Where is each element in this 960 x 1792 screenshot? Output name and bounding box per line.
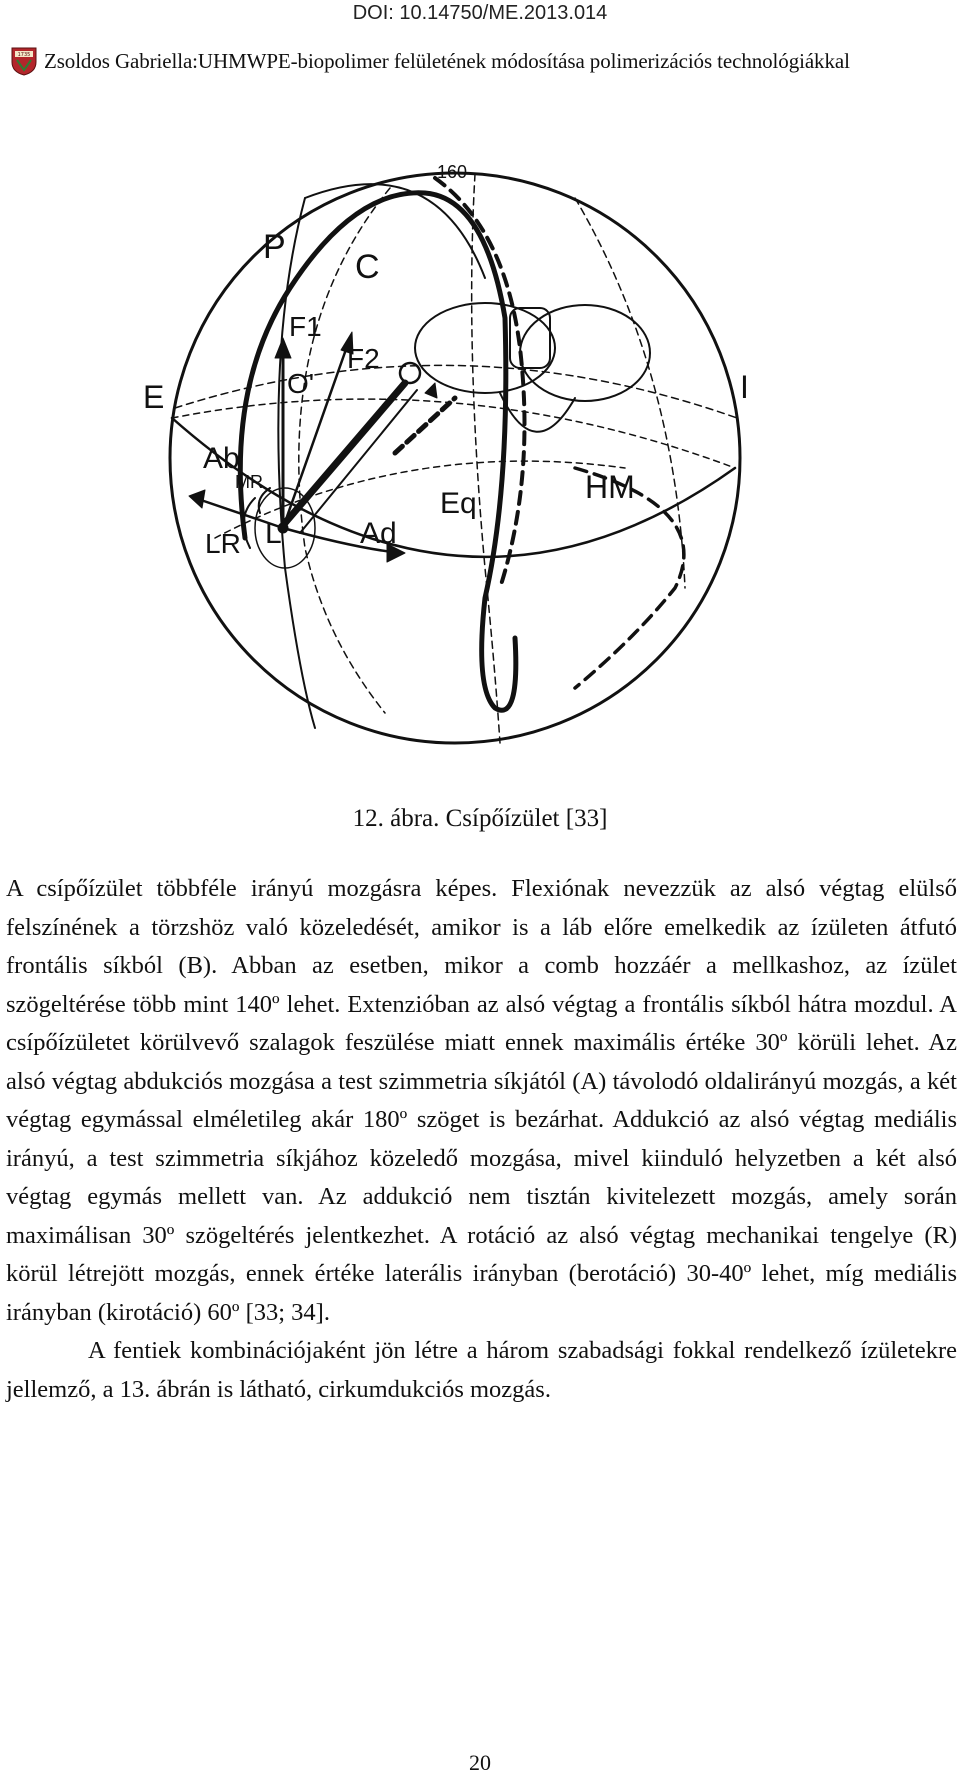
hip-joint-diagram [143,162,795,728]
pelvis-ilium-left [415,303,555,393]
hip-joint-figure [143,162,795,728]
body-text [6,870,957,1409]
label-mr: MR [235,472,263,492]
running-title: Zsoldos Gabriella:UHMWPE-biopolimer felületének módosítása polimerizációs technológiákkal [44,48,850,73]
arrow-ab-head [189,490,205,508]
label-f2: F2 [347,343,380,374]
label-e: E [143,379,165,415]
figure-caption: 12. ábra. Csípőízület [33] [352,805,608,832]
axis-f2 [283,338,350,528]
label-p: P [263,228,286,266]
label-ad: Ad [360,517,397,550]
label-f1: F1 [289,311,322,342]
meridian-right [575,198,685,588]
paragraph-1: A csípőízület többféle irányú mozgásra képes. Flexiónak nevezzük az alsó végtag elülső felszínének a törzshöz való közeledését, amikor is a láb előre emelkedik az ízületen átfutó frontális síkból (B). Abban az esetben, mikor a comb hozzáér a mellkashoz, az ízület szögeltérése több mint 140º lehet. Extenzióban az alsó végtag a frontális síkból hátra mozdul. A csípőízületet körülvevő szalagok feszülése miatt ennek maximális értéke 30º körüli lehet. Az alsó végtag abdukciós mozgása a test szimmetria síkjától (A) távolodó oldalirányú mozgás, a két végtag egymással elméletileg akár 180º szöget is bezárhat. Addukció az alsó végtag mediális irányú, a test szimmetria síkjához közeledő mozgása, mivel kiinduló helyzetben a két alsó végtag egymás mellett van. Az addukció nem tisztán kivitelezett mozgás, amely során maximálisan 30º szögeltérés jelentkezhet. A rotáció az alsó végtag mechanikai tengelye (R) körül létrejött mozgás, ennek értéke laterális irányban (berotáció) 30-40º lehet, míg mediális irányban (kirotáció) 60º [33; 34]. [6,875,957,1326]
label-i: I [740,369,749,405]
label-eq: Eq [440,487,477,520]
doi-line: DOI: 10.14750/ME.2013.014 [352,2,608,24]
running-header [10,46,950,76]
femur-edge [300,390,417,533]
svg-text:1735: 1735 [17,52,31,58]
equator-back [172,399,735,468]
latitude-upper [175,365,737,418]
label-c: C [355,248,380,286]
university-crest-icon [10,46,38,76]
label-o-prime: O' [287,368,315,399]
hip-arrowhead [425,383,437,398]
page-number: 20 [469,1750,491,1775]
paragraph-2: A fentiek kombinációjaként jön létre a három szabadsági fokkal rendelkező ízületekre jellemző, a 13. ábrán is látható, cirkumdukciós mozgás. [6,1337,957,1403]
label-hm: HM [585,469,635,505]
sphere-outline [170,173,740,743]
label-160: 160 [437,162,468,182]
femur-shaft [285,383,405,523]
label-lr: LR [205,528,241,559]
pelvis-ilium-right [520,305,650,401]
label-ab: Ab [203,442,240,475]
label-l: L [265,517,282,550]
